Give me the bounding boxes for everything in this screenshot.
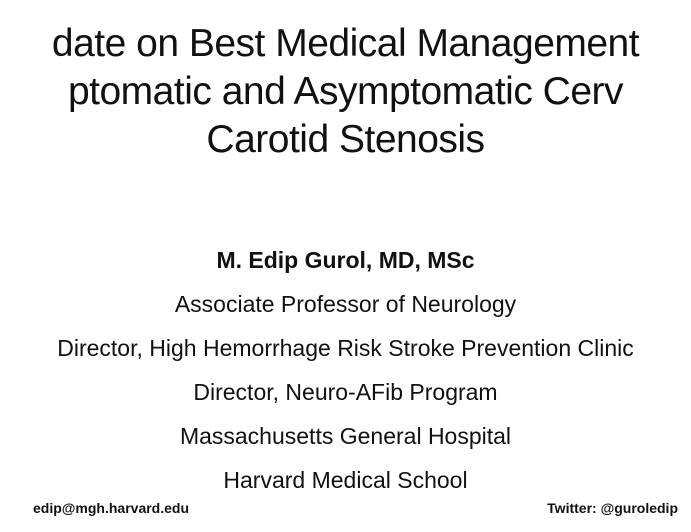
presenter-name: M. Edip Gurol, MD, MSc — [216, 247, 475, 273]
slide-title-line-1: date on Best Medical Management — [51, 22, 640, 65]
slide-title — [0, 20, 691, 164]
twitter-handle: Twitter: @guroledip — [547, 500, 678, 516]
position-clinic-director: Director, High Hemorrhage Risk Stroke Prevention Clinic — [57, 335, 634, 361]
position-associate-professor: Associate Professor of Neurology — [174, 291, 517, 317]
slide-title-line-2: ptomatic and Asymptomatic Cerv — [67, 70, 624, 113]
presenter-info — [0, 238, 691, 502]
contact-email: edip@mgh.harvard.edu — [33, 500, 190, 516]
position-program-director: Director, Neuro-AFib Program — [193, 379, 498, 405]
institution-school: Harvard Medical School — [223, 467, 468, 493]
institution-hospital: Massachusetts General Hospital — [179, 423, 512, 449]
slide-title-line-3: Carotid Stenosis — [206, 118, 485, 161]
